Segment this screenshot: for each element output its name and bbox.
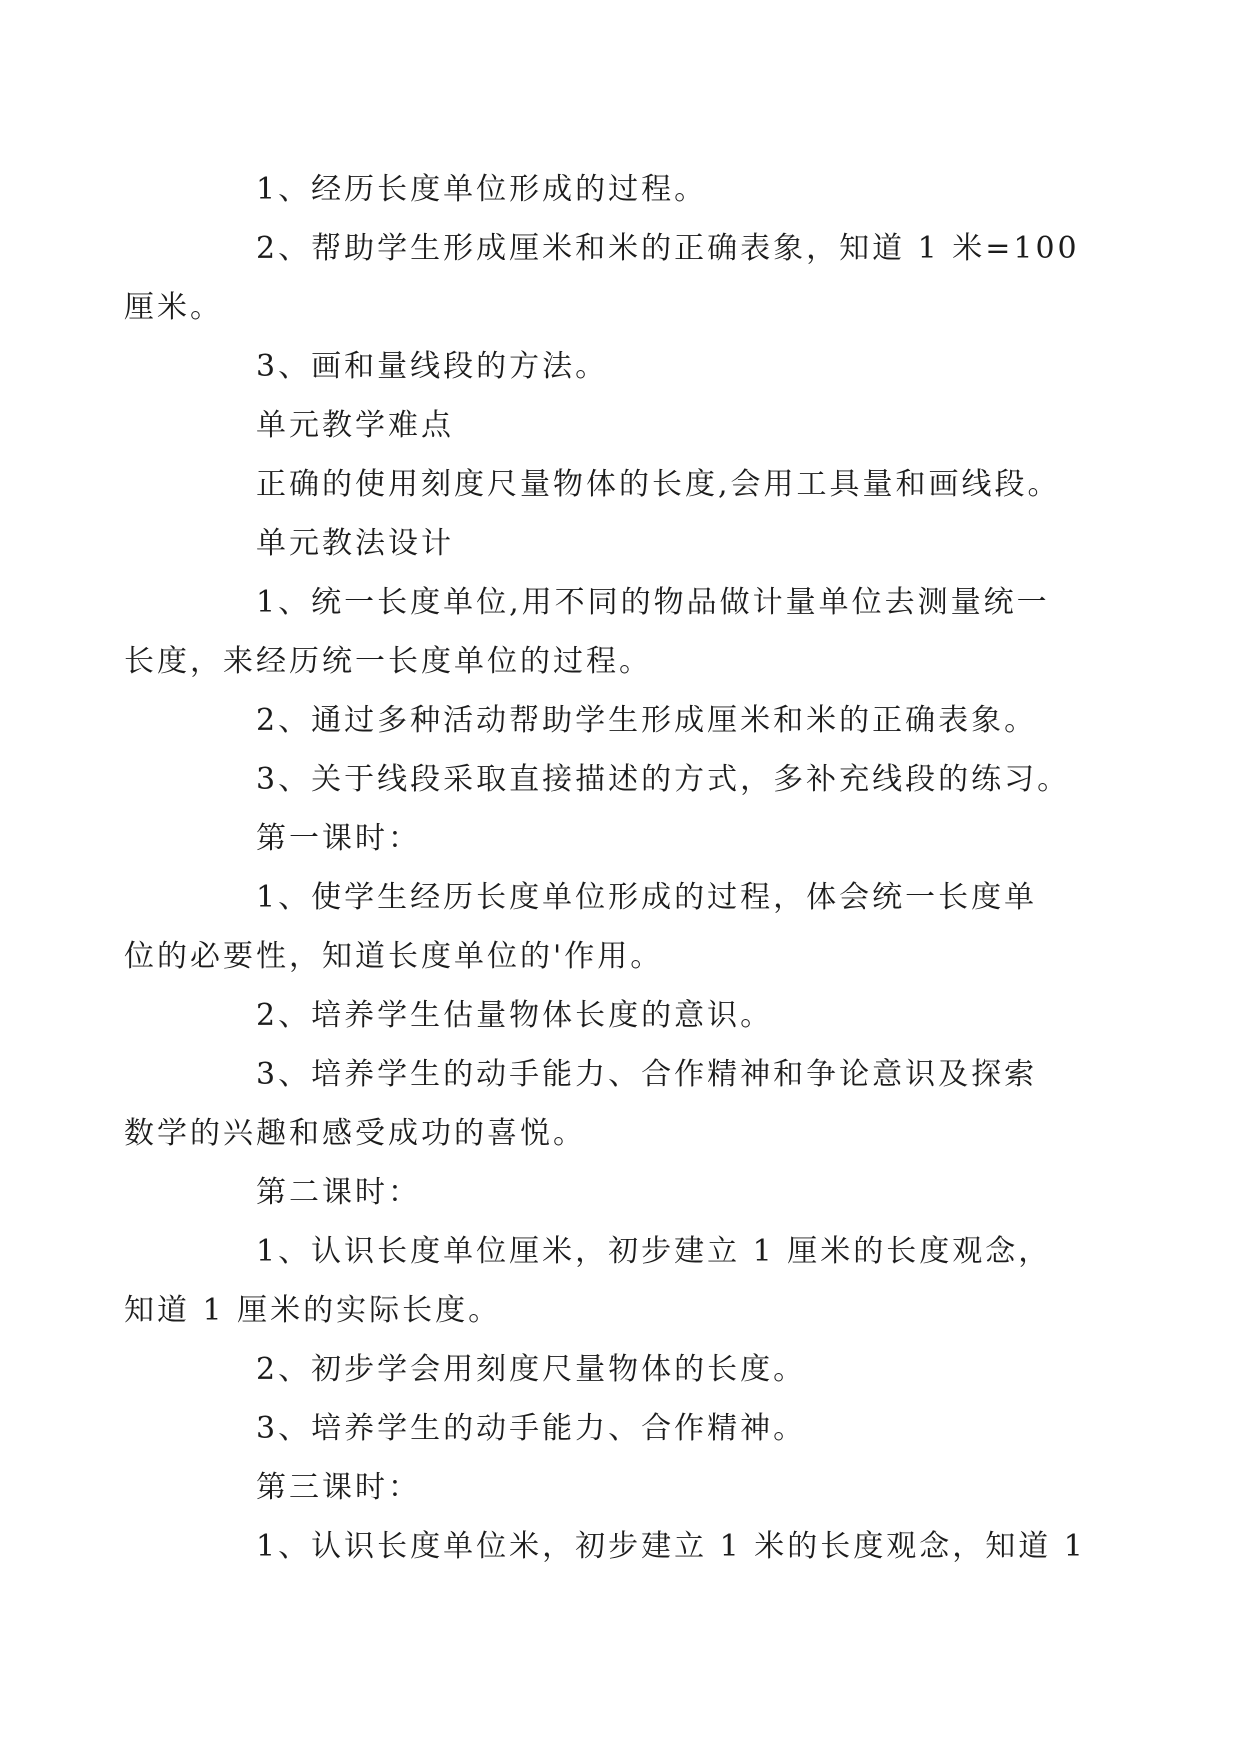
paragraph-line: 3、培养学生的动手能力、合作精神和争论意识及探索 [256,1057,1038,1092]
paragraph-line: 1、使学生经历长度单位形成的过程，体会统一长度单 [256,880,1038,915]
paragraph-line: 2、初步学会用刻度尺量物体的长度。 [256,1352,807,1387]
document-body [124,160,1086,1576]
heading-teaching-method [190,514,1070,573]
paragraph-line: 第三课时： [256,1470,421,1505]
paragraph-line: 2、帮助学生形成厘米和米的正确表象，知道 1 米=100 [256,231,1080,266]
paragraph-17 [190,1399,1070,1458]
paragraph-13 [124,1045,1070,1163]
paragraph-16 [190,1340,1070,1399]
heading-lesson-2 [190,1163,1070,1222]
paragraph-line: 1、统一长度单位,用不同的物品做计量单位去测量统一 [256,585,1050,620]
heading-lesson-1 [190,809,1070,868]
paragraph-line: 3、培养学生的动手能力、合作精神。 [256,1411,807,1446]
paragraph-line: 1、经历长度单位形成的过程。 [256,172,708,207]
paragraph-line: 1、认识长度单位米，初步建立 1 米的长度观念，知道 1 [256,1529,1086,1564]
paragraph-line: 3、关于线段采取直接描述的方式，多补充线段的练习。 [256,762,1071,797]
paragraph-line-continued: 位的必要性，知道长度单位的'作用。 [124,939,664,974]
paragraph-line: 3、画和量线段的方法。 [256,349,609,384]
paragraph-line-continued: 数学的兴趣和感受成功的喜悦。 [124,1116,586,1151]
paragraph-1 [190,160,1070,219]
paragraph-line: 2、通过多种活动帮助学生形成厘米和米的正确表象。 [256,703,1038,738]
paragraph-9 [190,750,1070,809]
paragraph-15 [124,1222,1070,1340]
paragraph-5 [190,455,1070,514]
heading-lesson-3 [190,1458,1070,1517]
paragraph-12 [190,986,1070,1045]
paragraph-3 [190,337,1070,396]
heading-teaching-difficulty [190,396,1070,455]
paragraph-8 [190,691,1070,750]
paragraph-line: 1、认识长度单位厘米，初步建立 1 厘米的长度观念， [256,1234,1052,1269]
paragraph-line: 正确的使用刻度尺量物体的长度,会用工具量和画线段。 [256,467,1061,502]
paragraph-2 [124,219,1080,337]
paragraph-line-continued: 知道 1 厘米的实际长度。 [124,1293,502,1328]
paragraph-11 [124,868,1070,986]
paragraph-line: 单元教学难点 [256,408,454,443]
paragraph-line: 2、培养学生估量物体长度的意识。 [256,998,774,1033]
paragraph-line-continued: 厘米。 [124,290,223,325]
paragraph-line: 单元教法设计 [256,526,454,561]
paragraph-line: 第一课时： [256,821,421,856]
paragraph-7 [124,573,1070,691]
paragraph-line: 第二课时： [256,1175,421,1210]
paragraph-line-continued: 长度，来经历统一长度单位的过程。 [124,644,652,679]
paragraph-19 [190,1517,1086,1576]
